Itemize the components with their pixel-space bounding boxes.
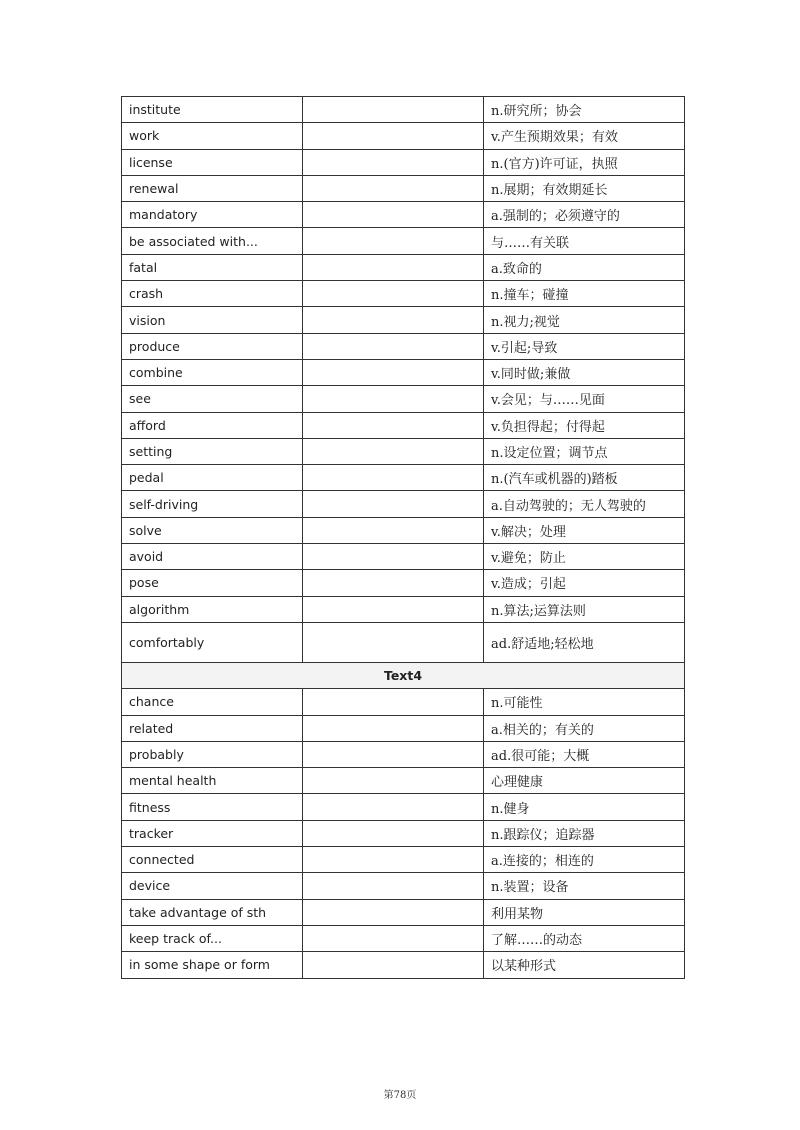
word-cell: pedal — [122, 465, 303, 491]
table-row — [122, 741, 685, 767]
table-row — [122, 175, 685, 201]
meaning-cell: n.装置；设备 — [484, 873, 685, 899]
word-cell: fitness — [122, 794, 303, 820]
word-cell: mental health — [122, 768, 303, 794]
table-row — [122, 307, 685, 333]
meaning-cell: n.可能性 — [484, 689, 685, 715]
meaning-cell: a.相关的；有关的 — [484, 715, 685, 741]
meaning-cell: n.视力;视觉 — [484, 307, 685, 333]
meaning-cell: 了解……的动态 — [484, 925, 685, 951]
word-cell: avoid — [122, 544, 303, 570]
meaning-cell: a.连接的；相连的 — [484, 847, 685, 873]
meaning-cell: n.撞车；碰撞 — [484, 281, 685, 307]
table-row — [122, 465, 685, 491]
blank-cell — [303, 596, 484, 622]
blank-cell — [303, 570, 484, 596]
table-row — [122, 715, 685, 741]
word-cell: crash — [122, 281, 303, 307]
blank-cell — [303, 307, 484, 333]
blank-cell — [303, 438, 484, 464]
word-cell: combine — [122, 359, 303, 385]
meaning-cell: v.产生预期效果；有效 — [484, 123, 685, 149]
table-row — [122, 622, 685, 662]
table-row — [122, 925, 685, 951]
word-cell: self-driving — [122, 491, 303, 517]
word-cell: tracker — [122, 820, 303, 846]
word-cell: connected — [122, 847, 303, 873]
blank-cell — [303, 97, 484, 123]
word-cell: institute — [122, 97, 303, 123]
blank-cell — [303, 149, 484, 175]
meaning-cell: 以某种形式 — [484, 952, 685, 978]
table-row — [122, 123, 685, 149]
meaning-cell: n.健身 — [484, 794, 685, 820]
blank-cell — [303, 715, 484, 741]
blank-cell — [303, 622, 484, 662]
word-cell: produce — [122, 333, 303, 359]
table-row — [122, 254, 685, 280]
table-row — [122, 570, 685, 596]
section-header-row — [122, 662, 685, 688]
vocabulary-table — [121, 96, 685, 979]
table-row — [122, 333, 685, 359]
meaning-cell: n.设定位置；调节点 — [484, 438, 685, 464]
word-cell: take advantage of sth — [122, 899, 303, 925]
table-row — [122, 517, 685, 543]
blank-cell — [303, 741, 484, 767]
word-cell: mandatory — [122, 202, 303, 228]
word-cell: vision — [122, 307, 303, 333]
blank-cell — [303, 925, 484, 951]
meaning-cell: a.强制的；必须遵守的 — [484, 202, 685, 228]
word-cell: see — [122, 386, 303, 412]
meaning-cell: v.解决；处理 — [484, 517, 685, 543]
meaning-cell: a.自动驾驶的；无人驾驶的 — [484, 491, 685, 517]
blank-cell — [303, 202, 484, 228]
blank-cell — [303, 123, 484, 149]
table-row — [122, 359, 685, 385]
blank-cell — [303, 281, 484, 307]
table-row — [122, 281, 685, 307]
table-row — [122, 689, 685, 715]
word-cell: work — [122, 123, 303, 149]
blank-cell — [303, 899, 484, 925]
meaning-cell: a.致命的 — [484, 254, 685, 280]
word-cell: comfortably — [122, 622, 303, 662]
blank-cell — [303, 873, 484, 899]
blank-cell — [303, 491, 484, 517]
word-cell: solve — [122, 517, 303, 543]
meaning-cell: n.(官方)许可证，执照 — [484, 149, 685, 175]
blank-cell — [303, 254, 484, 280]
word-cell: license — [122, 149, 303, 175]
table-row — [122, 873, 685, 899]
blank-cell — [303, 544, 484, 570]
meaning-cell: v.引起;导致 — [484, 333, 685, 359]
word-cell: renewal — [122, 175, 303, 201]
word-cell: fatal — [122, 254, 303, 280]
table-row — [122, 202, 685, 228]
blank-cell — [303, 952, 484, 978]
word-cell: be associated with... — [122, 228, 303, 254]
section-header: Text4 — [122, 662, 685, 688]
blank-cell — [303, 386, 484, 412]
word-cell: pose — [122, 570, 303, 596]
meaning-cell: v.同时做;兼做 — [484, 359, 685, 385]
blank-cell — [303, 175, 484, 201]
table-row — [122, 847, 685, 873]
meaning-cell: v.造成；引起 — [484, 570, 685, 596]
meaning-cell: ad.舒适地;轻松地 — [484, 622, 685, 662]
word-cell: probably — [122, 741, 303, 767]
meaning-cell: n.算法;运算法则 — [484, 596, 685, 622]
table-row — [122, 794, 685, 820]
word-cell: keep track of... — [122, 925, 303, 951]
word-cell: chance — [122, 689, 303, 715]
blank-cell — [303, 820, 484, 846]
table-row — [122, 412, 685, 438]
meaning-cell: n.展期；有效期延长 — [484, 175, 685, 201]
meaning-cell: ad.很可能；大概 — [484, 741, 685, 767]
meaning-cell: n.研究所；协会 — [484, 97, 685, 123]
table-row — [122, 97, 685, 123]
page-number: 第78页 — [383, 1090, 417, 1101]
meaning-cell: 与……有关联 — [484, 228, 685, 254]
table-row — [122, 544, 685, 570]
table-row — [122, 899, 685, 925]
meaning-cell: 利用某物 — [484, 899, 685, 925]
blank-cell — [303, 847, 484, 873]
blank-cell — [303, 768, 484, 794]
word-cell: in some shape or form — [122, 952, 303, 978]
word-cell: setting — [122, 438, 303, 464]
blank-cell — [303, 333, 484, 359]
table-row — [122, 149, 685, 175]
table-row — [122, 596, 685, 622]
table-row — [122, 491, 685, 517]
vocabulary-table-body — [122, 97, 685, 979]
blank-cell — [303, 794, 484, 820]
meaning-cell: v.负担得起；付得起 — [484, 412, 685, 438]
blank-cell — [303, 412, 484, 438]
blank-cell — [303, 465, 484, 491]
word-cell: related — [122, 715, 303, 741]
table-row — [122, 386, 685, 412]
meaning-cell: n.(汽车或机器的)踏板 — [484, 465, 685, 491]
word-cell: afford — [122, 412, 303, 438]
table-row — [122, 820, 685, 846]
table-row — [122, 768, 685, 794]
meaning-cell: v.会见；与……见面 — [484, 386, 685, 412]
word-cell: device — [122, 873, 303, 899]
blank-cell — [303, 517, 484, 543]
table-row — [122, 952, 685, 978]
meaning-cell: n.跟踪仪；追踪器 — [484, 820, 685, 846]
table-row — [122, 228, 685, 254]
blank-cell — [303, 689, 484, 715]
word-cell: algorithm — [122, 596, 303, 622]
meaning-cell: v.避免；防止 — [484, 544, 685, 570]
blank-cell — [303, 359, 484, 385]
blank-cell — [303, 228, 484, 254]
table-row — [122, 438, 685, 464]
meaning-cell: 心理健康 — [484, 768, 685, 794]
